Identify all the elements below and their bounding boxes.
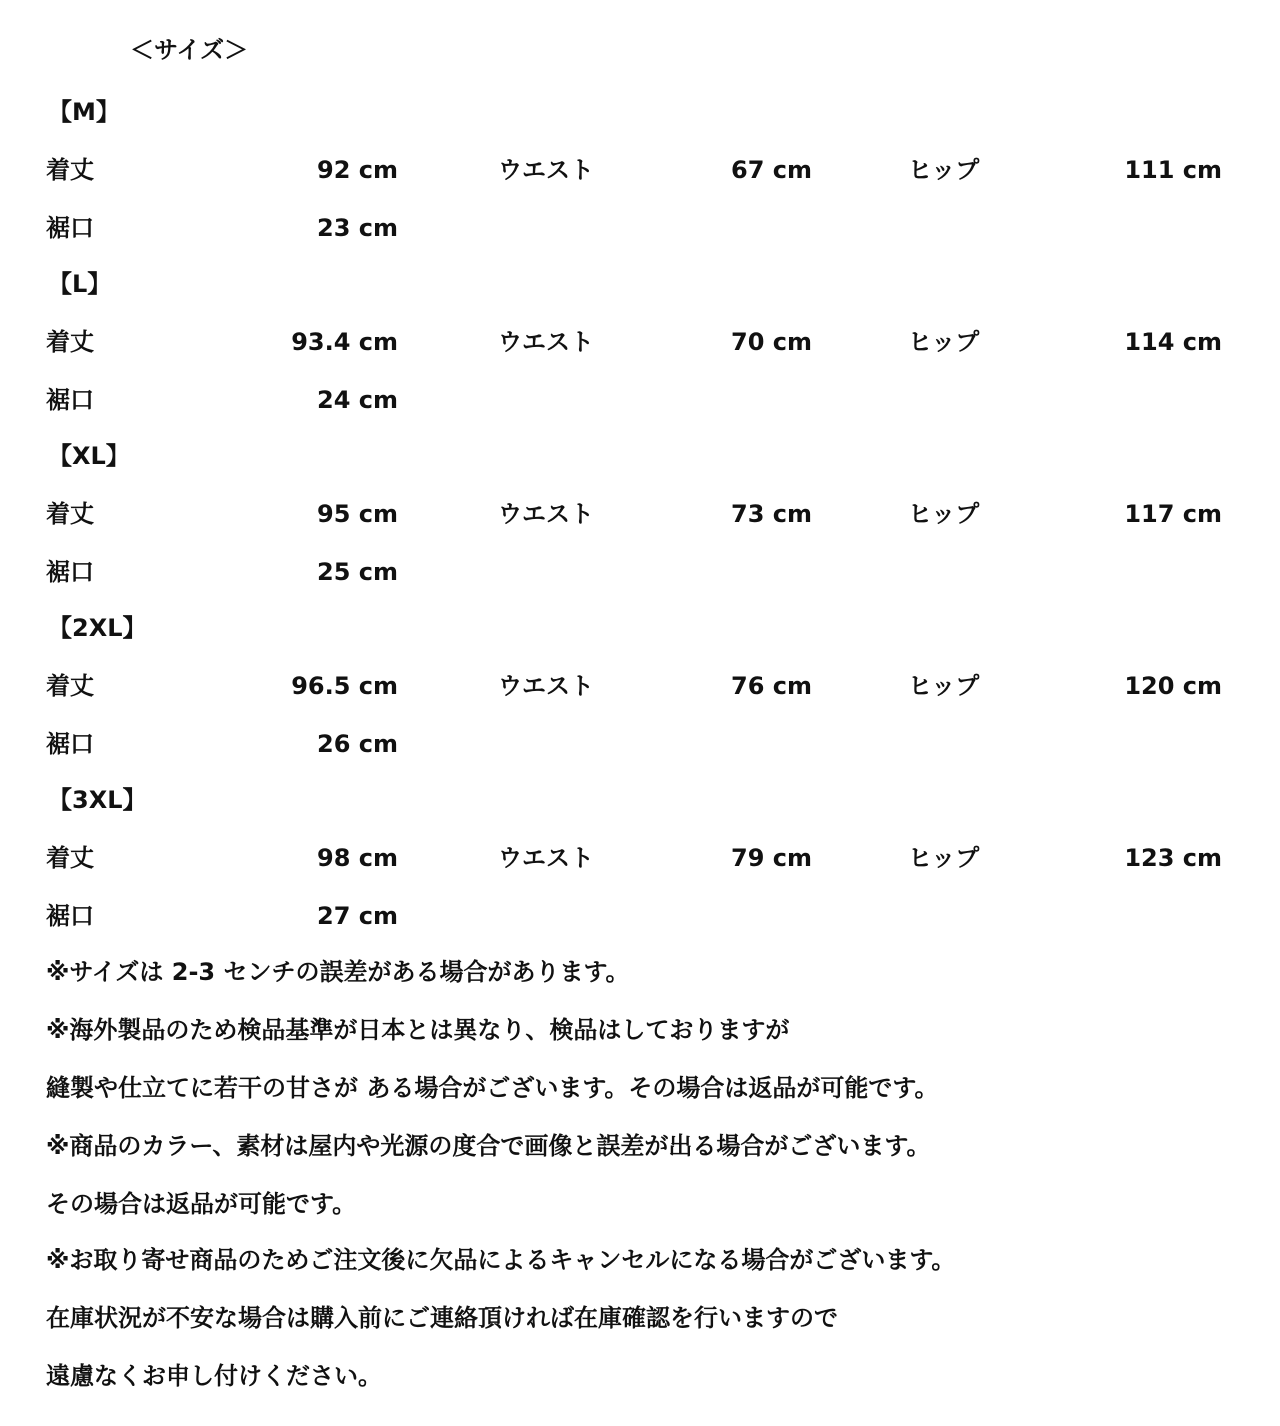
note-line: その場合は返品が可能です。 bbox=[46, 1190, 357, 1218]
hem-label: 裾口 bbox=[46, 558, 94, 586]
length-label: 着丈 bbox=[46, 844, 94, 872]
size-heading-xl: 【XL】 bbox=[48, 442, 130, 470]
hem-label: 裾口 bbox=[46, 902, 94, 930]
hem-value: 27 cm bbox=[317, 902, 398, 930]
note-line: 遠慮なくお申し付けください。 bbox=[46, 1362, 382, 1390]
length-value: 95 cm bbox=[317, 500, 398, 528]
note-line: ※海外製品のため検品基準が日本とは異なり、検品はしておりますが bbox=[46, 1016, 790, 1044]
length-label: 着丈 bbox=[46, 672, 94, 700]
hem-label: 裾口 bbox=[46, 386, 94, 414]
note-line: ※お取り寄せ商品のためご注文後に欠品によるキャンセルになる場合がございます。 bbox=[46, 1246, 956, 1274]
note-line: 在庫状況が不安な場合は購入前にご連絡頂ければ在庫確認を行いますので bbox=[46, 1304, 838, 1332]
length-label: 着丈 bbox=[46, 156, 94, 184]
note-line: ※商品のカラー、素材は屋内や光源の度合で画像と誤差が出る場合がございます。 bbox=[46, 1132, 931, 1160]
size-heading-l: 【L】 bbox=[48, 270, 112, 298]
waist-label: ウエスト bbox=[498, 328, 594, 356]
hip-label: ヒップ bbox=[908, 500, 980, 528]
waist-value: 67 cm bbox=[731, 156, 812, 184]
size-heading-3xl: 【3XL】 bbox=[48, 786, 147, 814]
waist-label: ウエスト bbox=[498, 672, 594, 700]
hem-value: 26 cm bbox=[317, 730, 398, 758]
hem-value: 24 cm bbox=[317, 386, 398, 414]
note-line: ※サイズは 2-3 センチの誤差がある場合があります。 bbox=[46, 958, 630, 986]
waist-label: ウエスト bbox=[498, 156, 594, 184]
hip-label: ヒップ bbox=[908, 844, 980, 872]
hip-value: 111 cm bbox=[1124, 156, 1222, 184]
hip-label: ヒップ bbox=[908, 672, 980, 700]
waist-value: 76 cm bbox=[731, 672, 812, 700]
length-value: 98 cm bbox=[317, 844, 398, 872]
waist-value: 70 cm bbox=[731, 328, 812, 356]
hip-label: ヒップ bbox=[908, 328, 980, 356]
waist-value: 73 cm bbox=[731, 500, 812, 528]
size-heading-m: 【M】 bbox=[48, 98, 120, 126]
hem-value: 23 cm bbox=[317, 214, 398, 242]
length-label: 着丈 bbox=[46, 500, 94, 528]
hip-value: 123 cm bbox=[1124, 844, 1222, 872]
waist-label: ウエスト bbox=[498, 844, 594, 872]
hem-value: 25 cm bbox=[317, 558, 398, 586]
length-value: 96.5 cm bbox=[291, 672, 398, 700]
hem-label: 裾口 bbox=[46, 730, 94, 758]
hip-label: ヒップ bbox=[908, 156, 980, 184]
hip-value: 114 cm bbox=[1124, 328, 1222, 356]
waist-label: ウエスト bbox=[498, 500, 594, 528]
hem-label: 裾口 bbox=[46, 214, 94, 242]
size-title: ＜サイズ＞ bbox=[130, 36, 249, 64]
waist-value: 79 cm bbox=[731, 844, 812, 872]
size-heading-2xl: 【2XL】 bbox=[48, 614, 147, 642]
note-line: 縫製や仕立てに若干の甘さが ある場合がございます。その場合は返品が可能です。 bbox=[46, 1074, 939, 1102]
hip-value: 120 cm bbox=[1124, 672, 1222, 700]
length-label: 着丈 bbox=[46, 328, 94, 356]
length-value: 92 cm bbox=[317, 156, 398, 184]
hip-value: 117 cm bbox=[1124, 500, 1222, 528]
length-value: 93.4 cm bbox=[291, 328, 398, 356]
